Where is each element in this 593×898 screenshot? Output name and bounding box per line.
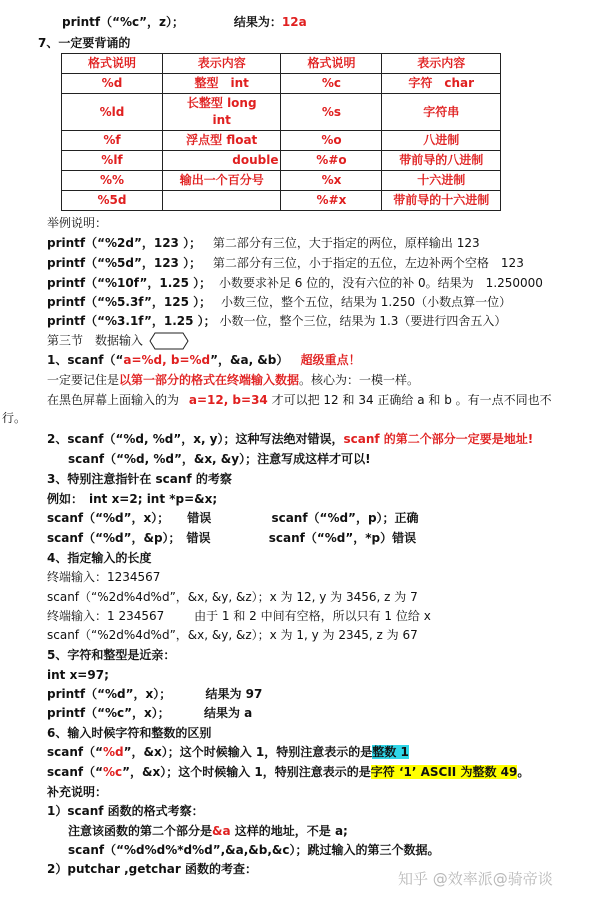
code-text: 2、scanf（“%d, %d”，x, y）；这种写法绝对错误， [47, 432, 344, 446]
table-cell: %s [281, 94, 382, 131]
section-heading-7: 7、一定要背诵的 [38, 36, 131, 50]
explanation-text: 小数一位，整个三位，结果为 1.3（要进行四舍五入） [219, 314, 507, 328]
table-row [62, 74, 501, 94]
terminal-input: 终端输入：1234567 [47, 570, 161, 584]
table-cell: %5d [62, 191, 163, 211]
supplement-item: 2）putchar ,getchar 函数的考查： [47, 862, 257, 876]
section-heading-pointer: 3、特别注意指针在 scanf 的考察 [47, 472, 232, 486]
code-text: scanf（“%d”，&p）； 错误 [47, 531, 211, 545]
example-line [47, 313, 506, 329]
result-value: 12a [281, 15, 307, 29]
table-cell: %c [281, 74, 382, 94]
code-text: printf（“%c”，x）； [47, 706, 170, 720]
code-text: printf（“%2d”，123 ）； [47, 236, 202, 250]
result-text: 结果为 97 [205, 687, 263, 701]
code-line: int x=97; [47, 668, 109, 682]
supplement-code: scanf（“%d%d%*d%d”,&a,&b,&c）；跳过输入的第三个数据。 [68, 843, 440, 857]
table-row [62, 171, 501, 191]
explanation-text: 由于 1 和 2 中间有空格，所以只有 1 位给 x [194, 609, 431, 623]
emphasis-text: scanf 的第二个部分一定要是地址! [343, 432, 534, 446]
table-cell: %#x [281, 191, 382, 211]
table-cell: 带前导的八进制 [382, 151, 501, 171]
table-cell: 字符串 [382, 94, 501, 131]
table-cell: %x [281, 171, 382, 191]
explanation-text: 小数要求补足 6 位的，没有六位的补 0。结果为 1.250000 [218, 276, 543, 290]
input-text: 终端输入：1 234567 [47, 609, 165, 623]
section-heading-length: 4、指定输入的长度 [47, 551, 152, 565]
section-heading-input-diff: 6、输入时候字符和整数的区别 [47, 726, 212, 740]
explanation-text: 第二部分有三位，小于指定的五位，左边补两个空格 123 [212, 256, 524, 270]
format-table [61, 53, 501, 211]
emphasis-text: 超级重点！ [300, 353, 361, 367]
format-string: a=%d, b=%d [123, 353, 211, 367]
example-line [47, 686, 262, 702]
code-text: ”，&x）；这个时候输入 1，特别注意表示的是 [123, 745, 373, 759]
hexagon-shape-icon [149, 332, 189, 350]
table-header-cell: 表示内容 [382, 54, 501, 74]
table-header-row [62, 54, 501, 74]
supplement-item: 1）scanf 函数的格式考察： [47, 804, 204, 818]
format-string: %d [103, 745, 124, 759]
section-title: 第三节 数据输入 [47, 333, 144, 348]
table-cell: %d [62, 74, 163, 94]
example-line [47, 275, 543, 291]
table-cell: double [162, 151, 281, 171]
section-heading-char: 5、字符和整型是近亲： [47, 648, 176, 662]
table-row [62, 151, 501, 171]
example-line [47, 255, 524, 271]
table-cell [162, 191, 281, 211]
note-line [47, 392, 552, 408]
code-text: scanf（“ [47, 745, 104, 759]
table-cell: 浮点型 float [162, 131, 281, 151]
table-cell: 整型 int [162, 74, 281, 94]
scanf-error-example [47, 431, 533, 447]
example-line: 例如： int x=2; int *p=&x; [47, 492, 218, 506]
table-cell: %#o [281, 151, 382, 171]
scanf-key-point [47, 352, 361, 368]
table-row [62, 131, 501, 151]
table-cell: 输出一个百分号 [162, 171, 281, 191]
table-cell: %o [281, 131, 382, 151]
table-header-cell: 格式说明 [62, 54, 163, 74]
code-text: printf（“%5d”，123 ）； [47, 256, 202, 270]
note-text: 在黑色屏幕上面输入的为 [47, 393, 180, 407]
supplement-note [68, 823, 348, 839]
code-text: printf（“%3.1f”，1.25 ）； [47, 314, 216, 328]
emphasis-text: &a [212, 824, 231, 838]
table-cell: %% [62, 171, 163, 191]
code-text: 。 [517, 765, 530, 779]
code-text: printf（“%10f”，1.25 ）； [47, 276, 212, 290]
format-string: %c [103, 765, 123, 779]
table-cell: 十六进制 [382, 171, 501, 191]
example-line [47, 510, 419, 526]
code-text: scanf（“%d”，p）；正确 [271, 511, 419, 525]
example-line [47, 764, 529, 780]
table-row [62, 94, 501, 131]
example-line [47, 294, 511, 310]
example-line: scanf（“%2d%4d%d”，&x, &y, &z）；x 为 12, y 为 3456, z 为 7 [47, 590, 418, 604]
note-line [47, 372, 419, 388]
line-printf-c [62, 14, 307, 30]
scanf-correct-example: scanf（“%d, %d”，&x, &y）；注意写成这样才可以! [68, 452, 371, 466]
highlight-text: 整数 1 [372, 745, 409, 759]
note-text: 才可以把 12 和 34 正确给 a 和 b 。有一点不同也不 [271, 393, 552, 407]
watermark: 知乎 @效率派@骑帝谈 [398, 870, 553, 888]
example-heading: 举例说明： [47, 216, 108, 230]
table-cell: %f [62, 131, 163, 151]
code-text: ”，&x）；这个时候输入 1，特别注意表示的是 [122, 765, 371, 779]
table-cell: 长整型 long int [162, 94, 281, 131]
code-text: printf（“%c”，z）； [62, 15, 185, 29]
code-text: 1、scanf（“ [47, 353, 124, 367]
section-heading-3 [47, 332, 189, 350]
code-text: printf（“%5.3f”，125 ）； [47, 295, 212, 309]
example-line: scanf（“%2d%4d%d”，&x, &y, &z）；x 为 1, y 为 2345, z 为 67 [47, 628, 418, 642]
table-header-cell: 格式说明 [281, 54, 382, 74]
code-text: printf（“%d”，x）； [47, 687, 172, 701]
note-text: 注意该函数的第二个部分是 [68, 824, 213, 838]
example-line [47, 705, 252, 721]
table-cell: 字符 char [382, 74, 501, 94]
table-cell: 八进制 [382, 131, 501, 151]
code-text: ”，&a, &b） [210, 353, 289, 367]
highlight-text: 字符 ‘1’ ASCII 为整数 49 [370, 765, 518, 779]
table-cell: %lf [62, 151, 163, 171]
table-cell: %ld [62, 94, 163, 131]
explanation-text: 小数三位，整个五位，结果为 1.250（小数点算一位） [220, 295, 512, 309]
example-line [47, 530, 416, 546]
supplement-heading: 补充说明： [47, 785, 108, 799]
explanation-text: 第二部分有三位，大于指定的两位，原样输出 123 [212, 236, 480, 250]
example-line [47, 235, 480, 251]
input-example: a=12, b=34 [188, 393, 268, 407]
code-text: scanf（“ [47, 765, 104, 779]
note-text: 一定要记住是 [47, 373, 120, 387]
result-text: 结果为 a [203, 706, 253, 720]
result-label: 结果为： [233, 15, 282, 29]
code-text: scanf（“%d”，*p）错误 [268, 531, 417, 545]
note-line-continued: 行。 [2, 411, 27, 425]
note-text: 。核心为：一模一样。 [299, 373, 420, 387]
example-line [47, 744, 409, 760]
table-header-cell: 表示内容 [162, 54, 281, 74]
terminal-input [47, 608, 431, 624]
emphasis-text: 以第一部分的格式在终端输入数据 [119, 373, 300, 387]
code-text: scanf（“%d”，x）； 错误 [47, 511, 212, 525]
table-row [62, 191, 501, 211]
note-text: 这样的地址，不是 a; [234, 824, 348, 838]
table-cell: 带前导的十六进制 [382, 191, 501, 211]
